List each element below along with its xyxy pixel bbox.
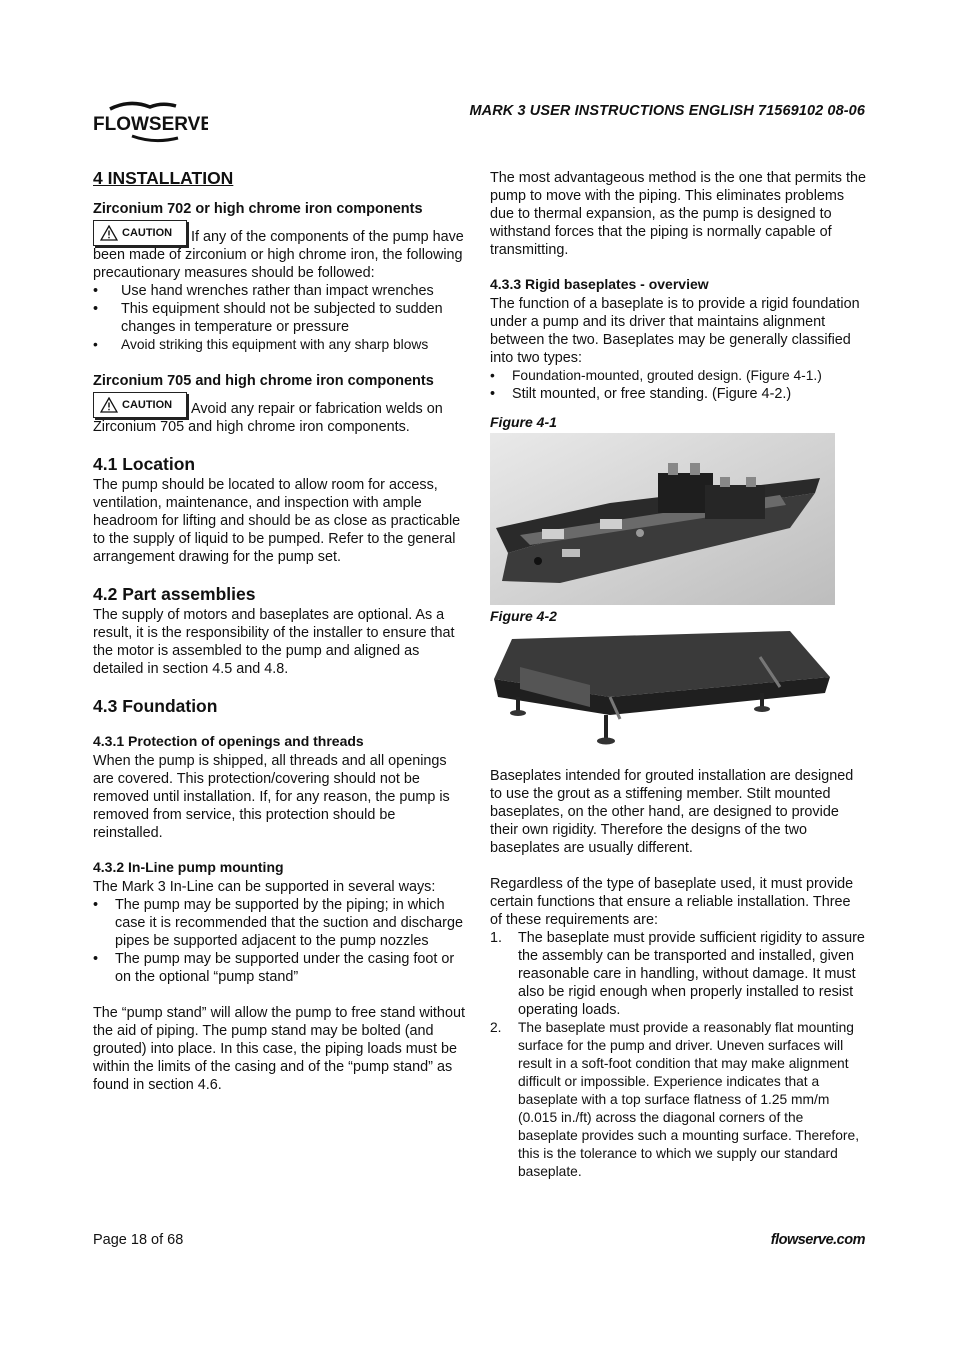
requirements-intro: Regardless of the type of baseplate used, it must provide certain functions that ensure a reliable installation. Three of these requirements are:: [490, 876, 854, 928]
list-item: • Use hand wrenches rather than impact wrenches: [93, 282, 468, 300]
figure-4-2-label: Figure 4-2: [490, 608, 557, 624]
figure-4-1-label: Figure 4-1: [490, 414, 557, 430]
logo-wordmark: FLOWSERVE: [93, 114, 208, 135]
document-title: MARK 3 USER INSTRUCTIONS ENGLISH 71569102 08-06: [469, 103, 865, 119]
zr702-bullet-list: [93, 282, 468, 354]
list-number: 1.: [490, 930, 503, 946]
list-item: • This equipment should not be subjected to sudden changes in temperature or pressure: [93, 300, 468, 336]
warning-triangle-icon: [100, 397, 118, 413]
inline-mounting-intro: The Mark 3 In-Line can be supported in several ways:: [93, 879, 436, 895]
heading-4-3-3: 4.3.3 Rigid baseplates - overview: [490, 276, 709, 292]
caution-badge: [93, 220, 187, 246]
zr702-paragraph: [93, 220, 468, 282]
heading-4-3-2: 4.3.2 In-Line pump mounting: [93, 859, 284, 875]
zr705-text: Avoid any repair or fabrication welds on Zirconium 705 and high chrome iron components.: [93, 401, 443, 435]
warning-triangle-icon: [100, 225, 118, 241]
requirements-list: [490, 929, 866, 1181]
right-column: [490, 169, 866, 1181]
list-item: • Foundation-mounted, grouted design. (Figure 4-1.): [490, 367, 866, 385]
caution-label: CAUTION: [122, 227, 173, 239]
caution-badge: [93, 392, 187, 418]
list-item: • Avoid striking this equipment with any sharp blows: [93, 336, 468, 354]
list-item: [490, 929, 866, 1019]
heading-4-3: 4.3 Foundation: [93, 696, 218, 716]
list-item: • Stilt mounted, or free standing. (Figure 4-2.): [490, 385, 866, 403]
zr705-paragraph: [93, 392, 468, 436]
zr702-heading: Zirconium 702 or high chrome iron components: [93, 201, 423, 217]
list-item: • The pump may be supported under the casing foot or on the optional “pump stand”: [93, 950, 468, 986]
heading-4-2: 4.2 Part assemblies: [93, 584, 256, 604]
figure-4-2-image: [490, 627, 835, 763]
heading-4-1: 4.1 Location: [93, 454, 196, 474]
list-item: [490, 1019, 866, 1181]
heading-4-3-1: 4.3.1 Protection of openings and threads: [93, 733, 364, 749]
list-text: The baseplate must provide a reasonably flat mounting surface for the pump and driver. Uneven surfaces will result in a soft-foot condition that may make alignment difficult or impossible. Experience indicates that a baseplate with a top surface flatness of 1.25 mm/m (0.015 in./ft) across the diagonal corners of the baseplate provides such a mounting surface. Therefore, this is the tolerance to which we supply our standard baseplate.: [518, 1020, 860, 1179]
location-text: The pump should be located to allow room for access, ventilation, maintenance, and inspection with ample headroom for lifting and should be as close as practicable to the supply of liquid to be pumped. Refer to the general arrangement drawing for the pump set.: [93, 477, 461, 565]
list-text: The baseplate must provide sufficient rigidity to assure the assembly can be transported and installed, given reasonable care in handling, without damage. It must also be rigid enough when properly installed to resist operating loads.: [518, 930, 865, 1018]
footer-website: flowserve.com: [770, 1232, 865, 1248]
list-number: 2.: [490, 1020, 502, 1035]
baseplate-function-text: The function of a baseplate is to provide a rigid foundation under a pump and its driver that maintains alignment between the two. Baseplates may be generally classified into two types:: [490, 296, 860, 366]
figure-4-1-image: [490, 433, 835, 605]
part-assemblies-text: The supply of motors and baseplates are optional. As a result, it is the responsibility of the installer to ensure that the motor is assembled to the pump and aligned as detailed in section 4.5 and 4.8.: [93, 607, 455, 677]
list-item: • The pump may be supported by the piping; in which case it is recommended that the suction and discharge pipes be supported adjacent to the pump nozzles: [93, 896, 468, 950]
zr705-heading: Zirconium 705 and high chrome iron components: [93, 373, 434, 389]
zr702-intro: If any of the components of the pump have been made of zirconium or high chrome iron, the following precautionary measures should be followed:: [93, 229, 464, 281]
method-intro-text: The most advantageous method is the one that permits the pump to move with the piping. This eliminates problems due to thermal expansion, as the pump is designed to withstand forces that the piping is normally capable of transmitting.: [490, 170, 866, 258]
caution-label: CAUTION: [122, 399, 173, 411]
grouted-paragraph: Baseplates intended for grouted installation are designed to use the grout as a stiffening member. Stilt mounted baseplates, on the other hand, are designed to provide their own rigidity. Therefore the designs of the two baseplates are usually different.: [490, 768, 854, 856]
inline-mounting-bullets: [93, 896, 468, 986]
protection-text: When the pump is shipped, all threads and all openings are covered. This protection/covering should not be removed until installation. If, for any reason, the pump is removed from service, this protection should be reinstalled.: [93, 753, 450, 841]
pump-stand-text: The “pump stand” will allow the pump to free stand without the aid of piping. The pump stand may be bolted (and grouted) into place. In this case, the piping loads must be within the limits of the casing and of the “pump stand” as found in section 4.6.: [93, 1005, 465, 1093]
page-number: Page 18 of 68: [93, 1232, 184, 1248]
baseplate-types-list: [490, 367, 866, 403]
flowserve-logo: [92, 100, 208, 146]
left-column: [93, 169, 468, 1094]
section-title: 4 INSTALLATION: [93, 168, 234, 188]
